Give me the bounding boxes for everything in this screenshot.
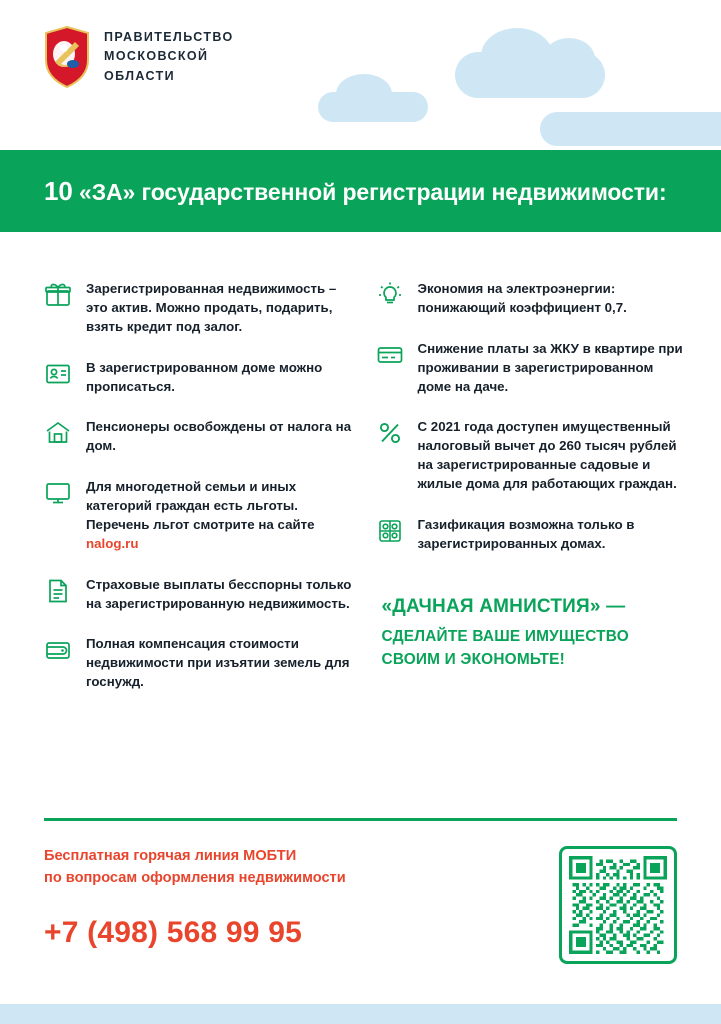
organization-name	[104, 28, 234, 86]
headline-rest: «ЗА» государственной регистрации недвижимости:	[79, 178, 667, 205]
benefit-item	[44, 280, 352, 337]
footer-divider	[44, 818, 677, 821]
house-icon	[44, 419, 72, 447]
org-name-line-3: ОБЛАСТИ	[104, 68, 176, 83]
benefit-text: С 2021 года доступен имущественный налоговый вычет до 260 тысяч рублей на зарегистрированные садовые и жилые дома для работающих граждан.	[417, 419, 677, 491]
lightbulb-icon	[376, 281, 404, 309]
benefit-text: Страховые выплаты бесспорны только на зарегистрированную недвижимость.	[86, 576, 352, 611]
headline-text	[44, 176, 667, 207]
benefit-item	[376, 340, 684, 397]
cloud-decoration-icon	[455, 52, 605, 98]
amnesty-block	[376, 596, 684, 671]
wallet-icon	[44, 636, 72, 664]
hotline-block	[44, 846, 346, 950]
poster-footer	[44, 846, 677, 964]
benefit-item	[376, 418, 684, 494]
benefit-text: Полная компенсация стоимости недвижимости при изъятии земель для госнужд.	[86, 636, 350, 690]
id-card-icon	[44, 360, 72, 388]
percent-icon	[376, 419, 404, 447]
amnesty-subtitle: СДЕЛАЙТЕ ВАШЕ ИМУЩЕСТВО СВОИМ И ЭКОНОМЬТЕ!	[381, 627, 629, 668]
gas-valve-icon	[376, 517, 404, 545]
benefit-item	[376, 280, 684, 318]
benefit-text	[86, 478, 352, 554]
document-icon	[44, 577, 72, 605]
benefit-text-main: Для многодетной семьи и иных категорий граждан есть льготы. Перечень льгот смотрите на сайте	[86, 479, 315, 532]
benefit-item	[44, 478, 352, 554]
benefit-text: Пенсионеры освобождены от налога на дом.	[86, 419, 352, 454]
qr-code-image	[569, 856, 667, 954]
benefit-text: Газификация возможна только в зарегистрированных домах.	[417, 516, 635, 551]
org-name-line-2: МОСКОВСКОЙ	[104, 49, 209, 64]
hotline-title-line-2: по вопросам оформления недвижимости	[44, 869, 346, 886]
benefit-item	[376, 516, 684, 554]
benefit-text: Зарегистрированная недвижимость – это актив. Можно продать, подарить, взять кредит под залог.	[86, 281, 337, 334]
cloud-decoration-icon	[318, 92, 428, 122]
benefit-item	[44, 359, 352, 397]
amnesty-title: «ДАЧНАЯ АМНИСТИЯ» —	[381, 595, 626, 617]
headline-banner	[0, 150, 721, 232]
benefit-text: Снижение платы за ЖКУ в квартире при проживании в зарегистрированном доме на даче.	[417, 340, 683, 394]
bottom-decoration-strip	[0, 1004, 721, 1024]
benefit-text: Экономия на электроэнергии: понижающий коэффициент 0,7.	[417, 281, 627, 315]
monitor-icon	[44, 479, 72, 507]
payment-card-icon	[376, 341, 404, 369]
qr-code[interactable]	[559, 846, 677, 964]
nalog-link[interactable]: nalog.ru	[86, 535, 139, 551]
logo-block	[44, 26, 234, 88]
benefits-left-column	[44, 280, 352, 714]
headline-number: 10	[44, 175, 73, 206]
benefit-item	[44, 418, 352, 456]
benefits-columns	[0, 232, 721, 714]
coat-of-arms-icon	[44, 26, 90, 88]
gift-icon	[44, 281, 72, 309]
cloud-decoration-icon	[540, 112, 721, 146]
benefits-right-column	[376, 280, 684, 714]
benefit-text: В зарегистрированном доме можно прописаться.	[86, 359, 323, 394]
benefit-item	[44, 576, 352, 614]
org-name-line-1: ПРАВИТЕЛЬСТВО	[104, 29, 234, 44]
hotline-title-line-1: Бесплатная горячая линия МОБТИ	[44, 848, 297, 864]
benefit-item	[44, 635, 352, 692]
hotline-phone[interactable]: +7 (498) 568 99 95	[44, 915, 302, 949]
poster-header	[0, 0, 721, 150]
